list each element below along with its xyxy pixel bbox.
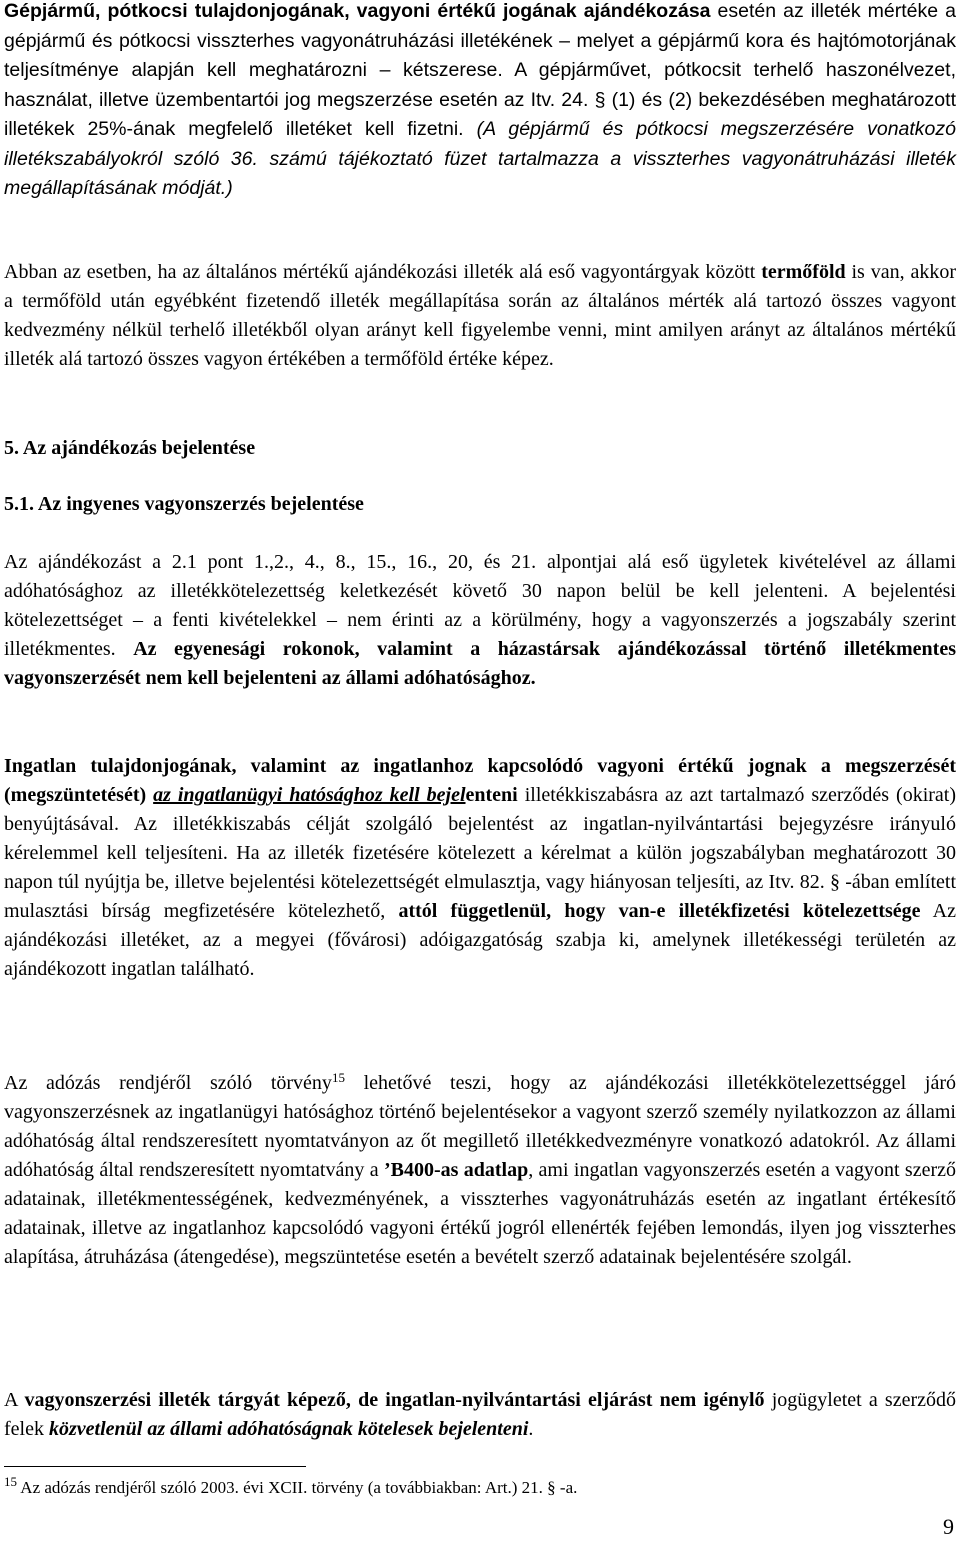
- footnote-number: 15: [4, 1474, 17, 1489]
- paragraph-vehicle-gift: [4, 0, 956, 204]
- paragraph-lead-bold: Gépjármű, pótkocsi tulajdonjogának, vagyoni értékű jogának ajándékozása: [4, 0, 711, 22]
- paragraph-text: Az ajándékozási illetéket, az a megyei (fővárosi) adóigazgatóság szabja ki, amelynek illetékességi területén az ajándékozott ingatlan található.: [4, 900, 957, 980]
- paragraph-text: esetén az illeték mértéke a gépjármű és pótkocsi visszterhes vagyonátruházási illetékének – melyet a gépjármű kora és hajtómotorjának teljesítménye alapján kell meghatározni – kétszerese. A gépjárművet, pótkocsit terhelő haszonélvezet, használat, illetve üzembentartói jog megszerzése esetén az Itv. 24. § (1) és (2) bekezdésében meghatározott illetékek 25%-ának megfelelő illetéket kell fizetni.: [4, 0, 956, 140]
- paragraph-text: Az ajándékozást a 2.1 pont 1.,2., 4., 8., 15., 16., 20, és 21. alpontjai alá eső ügyletek kivételével az állami adóhatósághoz az illetékkötelezettség keletkezését követő 30 napon belül be kell jelenteni. A bejelentési kötelezettséget – a fenti kivételekkel – nem érinti az a körülmény, hogy a vagyonszerzés a jogszabály szerint illetékmentes.: [4, 551, 956, 660]
- paragraph-bold-phrase: attól függetlenül, hogy van-e illetékfizetési kötelezettsége: [398, 900, 921, 922]
- paragraph-bold-fragment: enteni: [465, 784, 518, 806]
- paragraph-text: A: [4, 1389, 25, 1411]
- paragraph-text: Abban az esetben, ha az általános mértékű ajándékozási illeték alá eső vagyontárgyak között: [4, 261, 762, 283]
- paragraph-bold-phrase: vagyonszerzési illeték tárgyát képező, de ingatlan-nyilvántartási eljárást nem igénylő: [24, 1389, 765, 1411]
- paragraph-bold-term: termőföld: [761, 261, 846, 283]
- paragraph-text: is van, akkor a termőföld után egyébként fizetendő illeték megállapítása során az általános mérték alá tartozó összes vagyont kedvezmény nélkül terhelő illetékből olyan arányt kell figyelembe venni, mint amilyen arányt az általános mértékű illeték alá tartozó összes vagyon értékében a termőföld értéke képez.: [4, 261, 956, 370]
- paragraph-text: illetékkiszabásra az azt tartalmazó szerződés (okirat) benyújtásával. Az illetékkiszabás célját szolgáló bejelentést az ingatlan-nyilvántartási bejegyzésre irányuló kérelemmel kell teljesíteni. Ha az illeték fizetésére kötelezett a kérelmat a külön jogszabályban meghatározott 30 napon túl nyújtja be, illetve bejelentési kötelezettségét elmulasztja, vagy hiányosan teljesíti, az Itv. 82. § -ában említett mulasztási bírság megfizetésére kötelezhető,: [4, 784, 956, 922]
- paragraph-lead-bold: Ingatlan tulajdonjogának, valamint az ingatlanhoz kapcsolódó vagyoni értékű jognak a megszerzését (megszüntetését): [4, 755, 956, 806]
- paragraph-tax-procedure: [4, 1069, 956, 1272]
- paragraph-bold-italic-phrase: közvetlenül az állami adóhatóságnak kötelesek bejelenteni: [48, 1418, 529, 1440]
- footnote-divider: [4, 1466, 306, 1467]
- paragraph-reporting: [4, 548, 956, 693]
- paragraph-text: , ami ingatlan vagyonszerzés esetén a vagyont szerző adatainak, illetékmentességének, kedvezményének, a visszterhes vagyonátruházás esetén az ingatlant értékesítő adatainak, illetve az ingatlanhoz kapcsolódó vagyoni értékű jogról ellenérték fejében lemondás, ilyen jog visszterhes alapítása, átruházása (átengedése), megszüntetése esetén a bevételt szerző adatainak bejelentésére szolgál.: [4, 1159, 957, 1268]
- section-heading: 5. Az ajándékozás bejelentése: [4, 437, 256, 459]
- paragraph-farmland: [4, 258, 956, 374]
- page-number: 9: [943, 1514, 954, 1539]
- paragraph-text: Az adózás rendjéről szóló törvény: [4, 1072, 332, 1094]
- paragraph-text: lehetővé teszi, hogy az ajándékozási illetékkötelezettséggel járó vagyonszerzésnek az ingatlanügyi hatósághoz történő bejelentésekor a vagyont szerző személy nyilatkozzon az állami adóhatóság által rendszeresített nyomtatványon az őt megillető illetékkedvezményre vonatkozó adatokról. Az állami adóhatóság által rendszeresített nyomtatvány a: [4, 1072, 956, 1181]
- subsection-heading: 5.1. Az ingyenes vagyonszerzés bejelentése: [4, 493, 364, 515]
- paragraph-underlined-phrase: az ingatlanügyi hatósághoz kell bejel: [153, 784, 466, 806]
- footnote-text: Az adózás rendjéről szóló 2003. évi XCII. törvény (a továbbiakban: Art.) 21. § -a.: [17, 1478, 578, 1497]
- form-name-bold: ’B400-as adatlap: [383, 1159, 529, 1181]
- paragraph-direct-reporting: [4, 1386, 956, 1444]
- paragraph-real-estate: [4, 752, 956, 984]
- footnote: [4, 1476, 577, 1500]
- paragraph-text: .: [528, 1418, 534, 1440]
- paragraph-italic-note: (A gépjármű és pótkocsi megszerzésére vonatkozó illetékszabályokról szóló 36. számú tájékoztató füzet tartalmazza a visszterhes vagyonátruházási illeték megállapításának módját.): [4, 118, 956, 199]
- paragraph-bold-statement: Az egyenesági rokonok, valamint a házastársak ajándékozással történő illetékmentes vagyonszerzését nem kell bejelenteni az állami adóhatósághoz.: [4, 638, 956, 689]
- footnote-reference[interactable]: 15: [331, 1070, 345, 1085]
- paragraph-text: jogügyletet a szerződő felek: [4, 1389, 956, 1440]
